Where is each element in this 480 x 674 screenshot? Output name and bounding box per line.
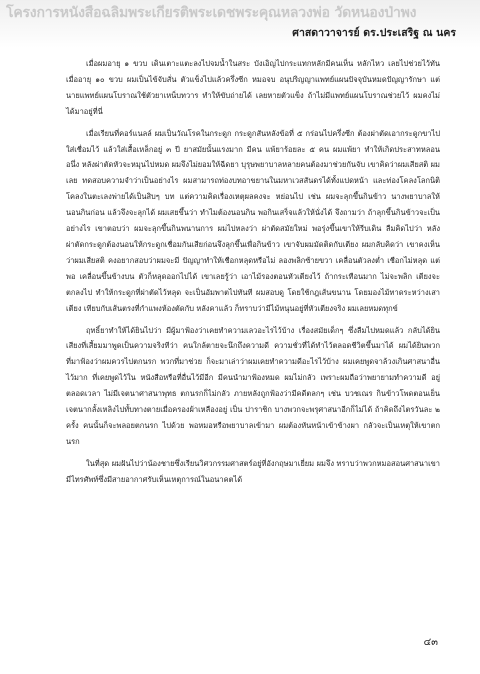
page-number: ๔๓ bbox=[423, 637, 438, 648]
paragraph-1: เมื่อผมอายุ ๑ ขวบ เดินเตาะแตะลงไปจมน้ำในสระ บังเอิญไปกระแทกหลักมีคนเห็น หลักไหว เลยไปช่วยไว้ทัน เมื่ออายุ ๑๐ ขวบ ผมเป็นไข้จับสั่น ตัวแข็งไปแล้วครึ่งซีก หมอจบ อนุปริญญาแพทย์แผนปัจจุบันหมดปัญญารักษา แต่นายแพทย์แผนโบราณใช้ตัวยาเหน็บทวาร ทำให้ขับถ่ายได้ เลยหายตัวแข็ง ถ้าไม่มีแพทย์แผนโบราณช่วยไว้ ผมคงไม่ได้มาอยู่ที่นี่ bbox=[66, 59, 440, 116]
paragraph-2: เมื่อเรียนที่คอร์แนลล์ ผมเป็นวัณโรคในกระดูก กระดูกสันหลังข้อที่ ๕ กร่อนไปครึ่งซีก ต้องผ่าตัดเอากระดูกขาไปใส่เชื่อมไว้ แล้วใส่เสื้อเหล็กอยู่ ๓ ปี ยาสมัยนั้นแรงมาก มีคน แพ้ยาร้อยละ ๕ คน ผมแพ้ยา ทำให้เกิดประสาทหลอน อนึ่ง หลังผ่าตัดหัวจะหมุนไปหมด ผมจึงไม่ยอมให้ฉีดยา บุรุษพยาบาลหลายคนต้องมาช่วยกันจับ เขาคิดว่าผมเสียสติ ผมเลย ทดสอบความจำว่าเป็นอย่างไร ผมสามารถท่องบทอาขยานในมหาเวสสันดรได้ทั้งแปดหน้า และท่องโคลงโลกนิติ โคลงในตะเลงพ่ายได้เป็นสิบๆ บท แต่ความคิดเรื่องเหตุผลคงจะ หย่อนไป เช่น ผมจะลุกขึ้นกินข้าว นางพยาบาลให้นอนกินก่อน แล้วจึงจะลุกได้ ผมเสยขึ้นว่า ทำไมต้องนอนกิน พอกินเสร็จแล้วให้นั่งได้ จึงถามว่า ถ้าลุกขึ้นกินข้าวจะเป็นอย่างไร เขาตอบว่า ผมจะลุกขึ้นกินพนานการ ผมไปหลงว่า ผ่าตัดสมัยใหม่ พอรุ่งขึ้นเขาให้รีบเดิน ลืมคิดไปว่า หลังผ่าตัดกระดูกต้องนอนให้กระดูกเชื่อมกันเสียก่อนจึงลุกขึ้นเพื่อกินข้าว เขาจับผมมัดติดกับเตียง ผมกลับคิดว่า เขาคงเห็นว่าผมเสียสติ คงอยากสอบว่าผมจะมี ปัญญาทำให้เชือกหลุดหรือไม่ ลองพลิกซ้ายขวา เคลื่อนตัวลงต่ำ เชือกไม่หลุด แต่พอ เคลื่อนขึ้นข้างบน ตัวก็หลุดออกไปได้ เขาเลยรู้ว่า เอาไม้รองตอนหัวเตียงไว้ ถ้ากระเทือนมาก ไม่จะพลิก เตียงจะตกลงไป ทำให้กระดูกที่ผ่าตัดไว้หลุด จะเป็นอัมพาตไปทันที ผมสอบดู โดยใช้กฎเส้นขนาน โดยมองไม้ทาดระหว่างเสาเตียง เทียบกับเส้นตรงที่กำแพงห้องตัดกับ หลังคาแล้ว ก็ทราบว่ามีไม้หนุนอยู่ที่หัวเตียงจริง ผมเลยหมดทุกข์ bbox=[66, 128, 440, 313]
paragraph-4: ในที่สุด ผมฝันไปว่าน้องชายซึ่งเรียนวิศวกรรมศาสตร์อยู่ที่อังกฤษมาเยี่ยม ผมจึง ทราบว่าพวกหมอสอนศาสนาเขามีไทรศัพท์ซึ่งมีสายอากาศรับเห็นเหตุการณ์ในอนาคตได้ bbox=[66, 458, 440, 484]
paragraph-3: ฤทธิ์ยาทำให้ได้ยินไปว่า มีผู้มาฟ้องว่าเคยทำความเลวอะไรไว้บ้าง เรื่องสมัยเด็กๆ ซึ่งลืมไปหมดแล้ว กลับได้ยินเสียงที่เสี้ยมมาพูดเป็นความจริงทีว่า คนใกล้ตายจะนึกถึงความดี ความชั่วที่ได้ทำไว้ตลอดชีวิตขึ้นมาได้ ผมได้ยินพวกที่มาฟ้องว่าผมควรไปตกนรก พวกที่มาช่วย ก็จะมาเล่าว่าผมเคยทำความดีอะไรไว้บ้าง ผมเคยพูดจาล้วงเกินศาสนาอื่นไว้มาก ที่เคยพูดไว้ใน หนังสือหรือที่อื่นไว้มีอีก มีคนนำมาฟ้องหมด ผมไม่กลัว เพราะผมถือว่าพยายามทำความดี อยู่ตลอดเวลา ไม่มีเจตนาศาสนาพุทธ ตกนรกก็ไม่กลัว ภายหลังถูกฟ้องว่ามีคดีตลกๆ เช่น บวชเณร กินข้าวโพดตอนเย็น เจตนากลั้งเหลิงไปทั้บทางตายเมื่อครองผ้าเหลืองอยู่ เป็น ปาราชิก บางพวกจะพรุศาสนาอีกก็ไม่ได้ ถ้าคิดถึงไตรวันละ ๒ ครั้ง คนนั้นก็จะพลอยตกนรก ไปด้วย พอหมอหรือพยาบาลเข้ามา ผมต้องหันหน้าเข้าข้างผา กลัวจะเป็นเหตุให้เขาตกนรก bbox=[66, 325, 440, 446]
body-text bbox=[66, 56, 440, 494]
running-header: ศาสดาวาจารย์ ดร.ประเสริฐ ณ นคร bbox=[292, 27, 456, 39]
watermark-text: โครงการหนังสือฉลิมพระเกียรติพระเดชพระคุณหลวงพ่อ วัดหนองป่าพง bbox=[6, 5, 417, 21]
